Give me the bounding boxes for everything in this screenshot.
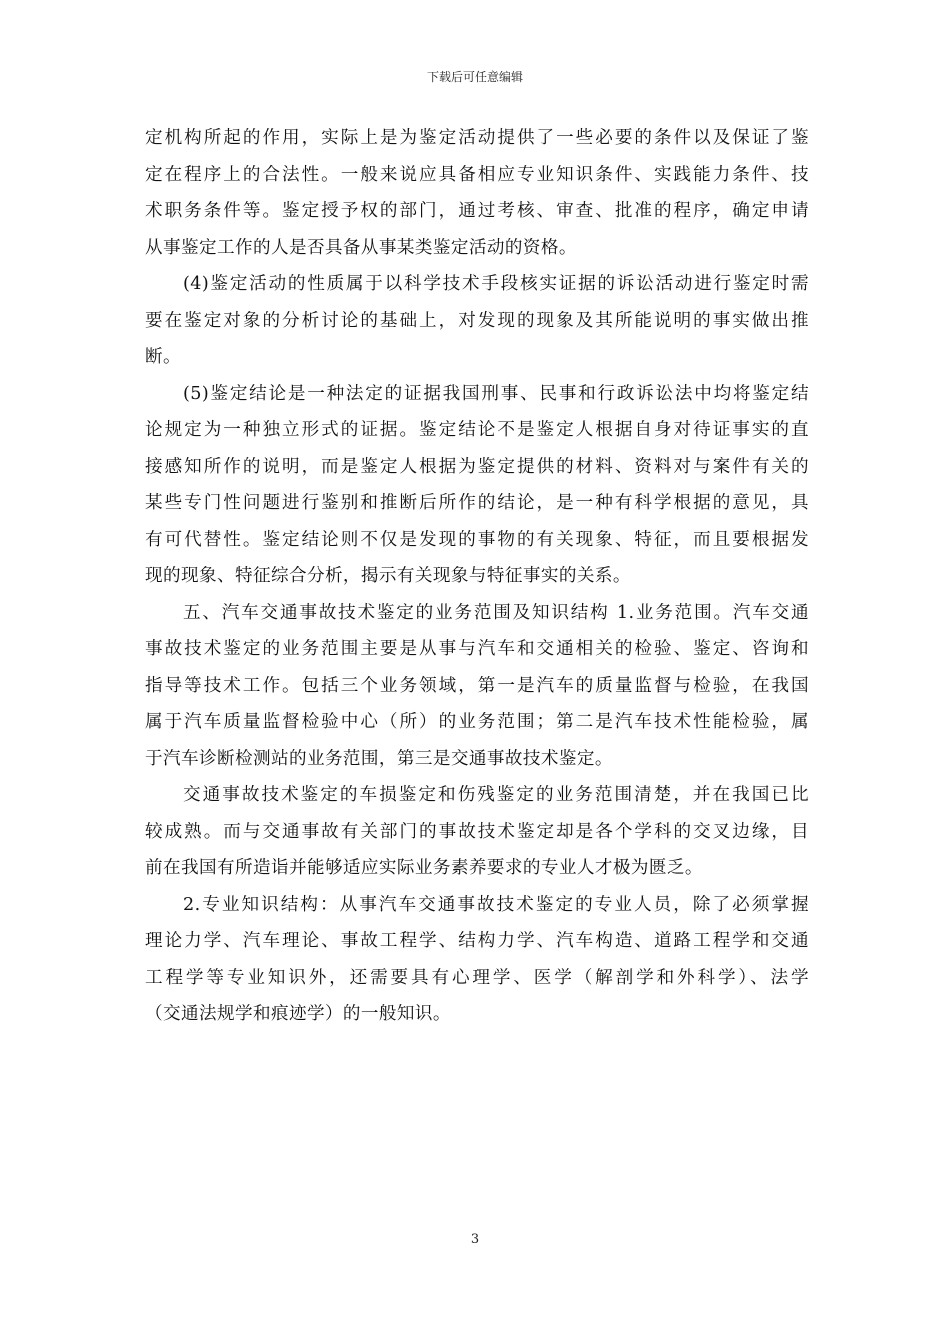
text-line: 定机构所起的作用，实际上是为鉴定活动提供了一些必要的条件以及保证了鉴 (145, 128, 809, 148)
paragraph-section-5 (145, 595, 809, 778)
paragraph-item-4 (145, 266, 809, 376)
text-line: 前在我国有所造诣并能够适应实际业务素养要求的专业人才极为匮乏。 (145, 858, 703, 878)
paragraph-accident-appraisal (145, 777, 809, 887)
text-line: 属于汽车质量监督检验中心（所）的业务范围；第二是汽车技术性能检验，属 (145, 712, 809, 732)
text-line: (5)鉴定结论是一种法定的证据我国刑事、民事和行政诉讼法中均将鉴定结 (183, 383, 809, 404)
text-line: 2.专业知识结构：从事汽车交通事故技术鉴定的专业人员，除了必须掌握 (183, 894, 809, 915)
text-line: 于汽车诊断检测站的业务范围，第三是交通事故技术鉴定。 (145, 748, 613, 769)
paragraph-item-5 (145, 376, 809, 595)
text-line: 交通事故技术鉴定的车损鉴定和伤残鉴定的业务范围清楚，并在我国已比 (183, 785, 809, 805)
text-line: 接感知所作的说明，而是鉴定人根据为鉴定提供的材料、资料对与案件有关的 (145, 456, 809, 477)
page-number: 3 (470, 1232, 480, 1247)
text-line: 有可代替性。鉴定结论则不仅是发现的事物的有关现象、特征，而且要根据发 (145, 529, 809, 550)
text-line: 要在鉴定对象的分析讨论的基础上，对发现的现象及其所能说明的事实做出推 (145, 310, 809, 331)
paragraph-knowledge-structure (145, 887, 809, 1033)
text-line: (4)鉴定活动的性质属于以科学技术手段核实证据的诉讼活动进行鉴定时需 (183, 274, 809, 294)
text-line: 断。 (145, 347, 181, 367)
text-line: 从事鉴定工作的人是否具备从事某类鉴定活动的资格。 (145, 237, 577, 258)
text-line: 理论力学、汽车理论、事故工程学、结构力学、汽车构造、道路工程学和交通 (145, 931, 809, 951)
text-line: 指导等技术工作。包括三个业务领域，第一是汽车的质量监督与检验，在我国 (145, 675, 809, 696)
text-line: （交通法规学和痕迹学）的一般知识。 (145, 1004, 451, 1024)
text-line: 某些专门性问题进行鉴别和推断后所作的结论，是一种有科学根据的意见，具 (145, 493, 809, 513)
text-line: 现的现象、特征综合分析，揭示有关现象与特征事实的关系。 (145, 566, 631, 586)
page-header: 下载后可任意编辑 (426, 70, 523, 84)
text-line: 工程学等专业知识外，还需要具有心理学、医学（解剖学和外科学）、法学 (145, 967, 809, 988)
text-line: 较成熟。而与交通事故有关部门的事故技术鉴定却是各个学科的交叉边缘，目 (145, 821, 809, 842)
text-line: 术职务条件等。鉴定授予权的部门，通过考核、审查、批准的程序，确定申请 (145, 201, 809, 221)
paragraph-continued (145, 120, 809, 266)
text-line: 论规定为一种独立形式的证据。鉴定结论不是鉴定人根据自身对待证事实的直 (145, 420, 809, 440)
text-line: 定在程序上的合法性。一般来说应具备相应专业知识条件、实践能力条件、技 (145, 164, 809, 185)
document-body (145, 120, 809, 1033)
text-line: 五、汽车交通事故技术鉴定的业务范围及知识结构 1.业务范围。汽车交通 (183, 602, 809, 623)
text-line: 事故技术鉴定的业务范围主要是从事与汽车和交通相关的检验、鉴定、咨询和 (145, 639, 809, 659)
